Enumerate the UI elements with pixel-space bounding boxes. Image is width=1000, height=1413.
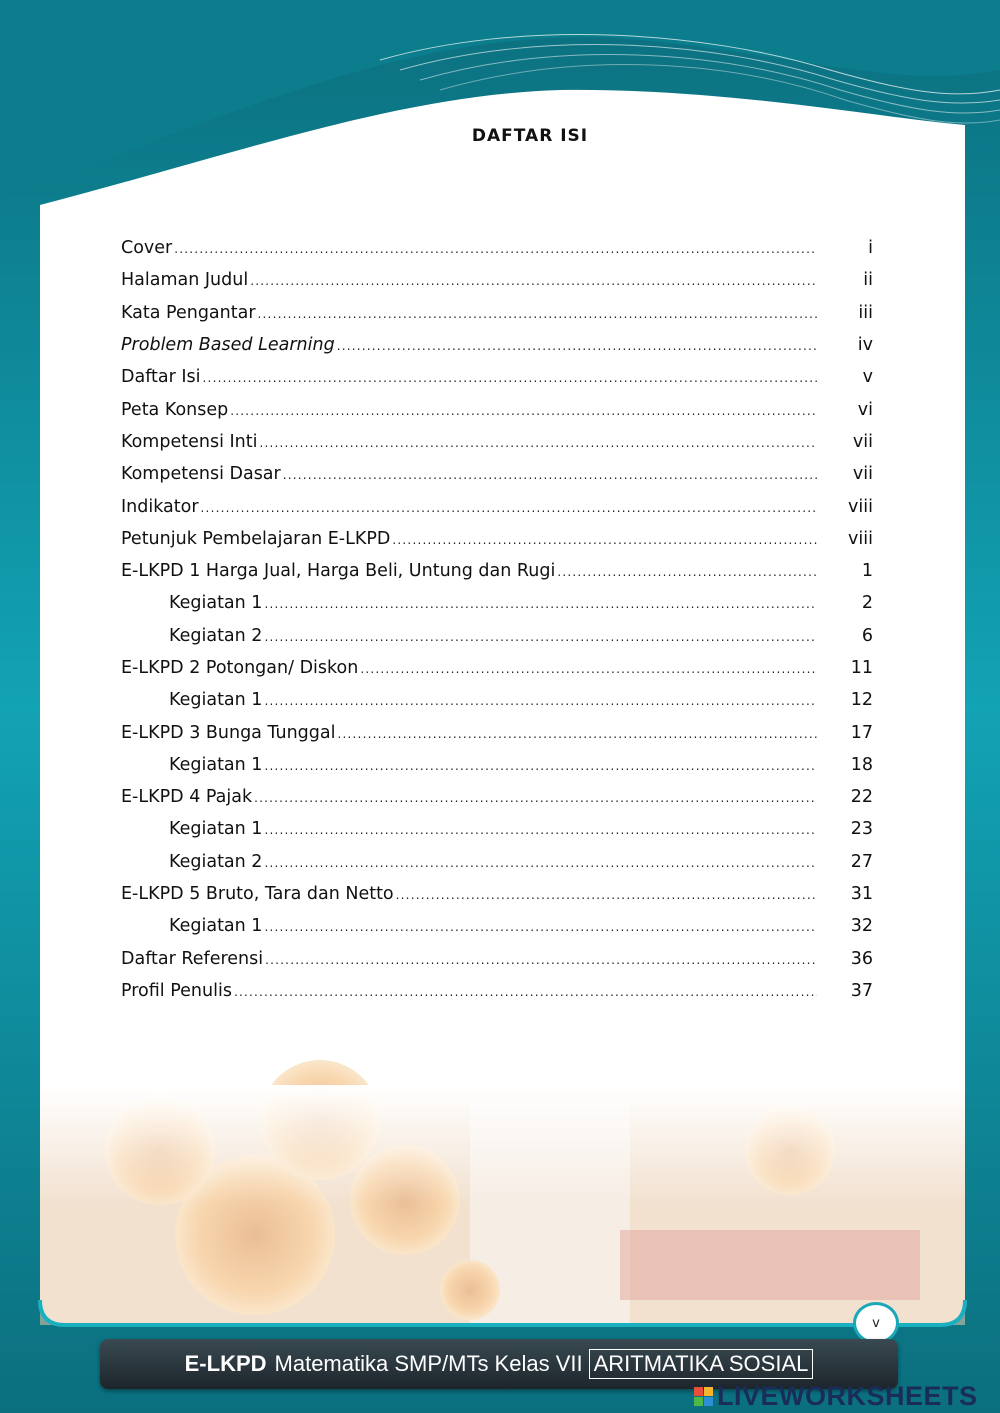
toc-page-number: 27 bbox=[850, 851, 873, 872]
toc-leader-dots bbox=[230, 404, 817, 418]
toc-entry-title bbox=[121, 335, 817, 355]
toc-entry bbox=[121, 555, 873, 587]
toc-entry bbox=[121, 943, 873, 975]
toc-entry-title bbox=[121, 432, 817, 452]
toc-entry bbox=[121, 975, 873, 1007]
toc-entry-title bbox=[121, 723, 817, 743]
footer-subtitle: Matematika SMP/MTs Kelas VII bbox=[274, 1351, 583, 1376]
page-number-badge bbox=[853, 1302, 899, 1344]
toc-entry bbox=[121, 393, 873, 425]
toc-entry-title bbox=[169, 916, 817, 936]
toc-entry bbox=[121, 749, 873, 781]
toc-entry bbox=[121, 523, 873, 555]
toc-leader-dots bbox=[259, 436, 817, 450]
toc-leader-dots bbox=[264, 597, 817, 611]
toc-entry bbox=[121, 684, 873, 716]
toc-entry-label: Cover bbox=[121, 238, 173, 259]
toc-entry-title bbox=[169, 755, 817, 775]
toc-entry-label: Kegiatan 1 bbox=[169, 754, 263, 775]
toc-entry bbox=[121, 361, 873, 393]
toc-entry bbox=[121, 652, 873, 684]
toc-entry bbox=[121, 264, 873, 296]
toc-entry-label: Kegiatan 1 bbox=[169, 690, 263, 711]
toc-page-number: viii bbox=[848, 528, 873, 549]
toc-page-number: i bbox=[868, 238, 873, 259]
toc-entry bbox=[121, 716, 873, 748]
toc-leader-dots bbox=[396, 888, 817, 902]
toc-page-number: ii bbox=[863, 270, 873, 291]
toc-leader-dots bbox=[201, 501, 817, 515]
toc-entry-title bbox=[121, 400, 817, 420]
toc-page-number: vii bbox=[852, 464, 873, 485]
toc-leader-dots bbox=[174, 242, 817, 256]
toc-entry-title bbox=[169, 593, 817, 613]
liveworksheets-watermark bbox=[694, 1379, 978, 1413]
liveworksheets-logo-icon bbox=[694, 1387, 713, 1406]
toc-entry bbox=[121, 781, 873, 813]
toc-page-number: 22 bbox=[850, 787, 873, 808]
toc-entry-title bbox=[121, 561, 817, 581]
toc-entry-label: E-LKPD 1 Harga Jual, Harga Beli, Untung dan Rugi bbox=[121, 561, 556, 582]
toc-entry-label: E-LKPD 4 Pajak bbox=[121, 787, 253, 808]
toc-page-number: iv bbox=[857, 335, 873, 356]
toc-entry-label: E-LKPD 3 Bunga Tunggal bbox=[121, 722, 336, 743]
toc-entry bbox=[121, 878, 873, 910]
toc-page-number: 18 bbox=[850, 754, 873, 775]
toc-entry bbox=[121, 910, 873, 942]
toc-entry-title bbox=[169, 626, 817, 646]
toc-entry-label: Daftar Referensi bbox=[121, 948, 264, 969]
toc-entry-label: Kegiatan 2 bbox=[169, 851, 263, 872]
toc-entry-title bbox=[121, 658, 817, 678]
toc-entry bbox=[121, 620, 873, 652]
toc-entry-title bbox=[169, 852, 817, 872]
toc-page-number: 11 bbox=[850, 658, 873, 678]
toc-entry-label: E-LKPD 5 Bruto, Tara dan Netto bbox=[121, 884, 394, 905]
toc-entry bbox=[121, 813, 873, 845]
toc-entry-label: Kompetensi Inti bbox=[121, 431, 258, 452]
toc-leader-dots bbox=[264, 694, 817, 708]
toc-entry-title bbox=[121, 497, 817, 517]
toc-leader-dots bbox=[234, 985, 817, 999]
toc-entry-title bbox=[121, 529, 817, 549]
toc-leader-dots bbox=[258, 307, 817, 321]
toc-leader-dots bbox=[264, 920, 817, 934]
toc-entry-label: Kompetensi Dasar bbox=[121, 464, 281, 485]
toc-leader-dots bbox=[264, 856, 817, 870]
toc-entry-label: Kata Pengantar bbox=[121, 302, 256, 323]
toc-entry bbox=[121, 846, 873, 878]
toc-entry bbox=[121, 458, 873, 490]
toc-page-number: viii bbox=[848, 496, 873, 517]
toc-leader-dots bbox=[392, 533, 817, 547]
toc-page-number: vii bbox=[852, 431, 873, 452]
toc-entry-title bbox=[121, 884, 817, 904]
toc-entry-label: Kegiatan 1 bbox=[169, 593, 263, 614]
toc-entry-title bbox=[121, 981, 817, 1001]
toc-leader-dots bbox=[265, 953, 817, 967]
toc-entry-title bbox=[121, 238, 817, 258]
toc-entry-label: E-LKPD 2 Potongan/ Diskon bbox=[121, 658, 359, 678]
toc-leader-dots bbox=[264, 759, 817, 773]
footer-topic: ARITMATIKA SOSIAL bbox=[589, 1349, 814, 1379]
toc-entry-label: Petunjuk Pembelajaran E-LKPD bbox=[121, 528, 391, 549]
toc-entry-title bbox=[121, 303, 817, 323]
toc-page-number: 23 bbox=[850, 819, 873, 840]
page-number: v bbox=[872, 1315, 880, 1331]
toc-entry-label: Kegiatan 1 bbox=[169, 819, 263, 840]
toc-page-number: iii bbox=[858, 302, 873, 323]
toc-entry bbox=[121, 426, 873, 458]
toc-page-number: 2 bbox=[861, 593, 873, 614]
toc-page-number: 12 bbox=[850, 690, 873, 711]
page-title: DAFTAR ISI bbox=[471, 126, 589, 146]
toc-page-number: 6 bbox=[861, 625, 873, 646]
toc-entry bbox=[121, 490, 873, 522]
toc-entry-label: Peta Konsep bbox=[121, 399, 229, 420]
toc-entry bbox=[121, 587, 873, 619]
toc-entry bbox=[121, 297, 873, 329]
toc-entry-title bbox=[121, 949, 817, 969]
toc-entry-title bbox=[121, 367, 817, 387]
toc-page-number: v bbox=[862, 367, 873, 388]
toc-leader-dots bbox=[264, 630, 817, 644]
toc-entry-label: Daftar Isi bbox=[121, 367, 201, 388]
toc-page-number: 32 bbox=[850, 916, 873, 937]
toc-entry-title bbox=[169, 819, 817, 839]
toc-leader-dots bbox=[203, 371, 817, 385]
toc-entry-title bbox=[169, 690, 817, 710]
footer-brand: E-LKPD bbox=[184, 1351, 267, 1376]
toc-leader-dots bbox=[360, 662, 817, 676]
toc-page-number: 17 bbox=[850, 722, 873, 743]
toc-entry-title bbox=[121, 787, 817, 807]
toc-page-number: 31 bbox=[850, 884, 873, 905]
toc-entry-label: Halaman Judul bbox=[121, 270, 249, 291]
toc-entry-label: Problem Based Learning bbox=[121, 335, 335, 356]
toc-leader-dots bbox=[250, 274, 817, 288]
toc-leader-dots bbox=[557, 565, 817, 579]
toc-entry-title bbox=[121, 464, 817, 484]
toc-entry-label: Kegiatan 2 bbox=[169, 625, 263, 646]
toc-page-number: vi bbox=[857, 399, 873, 420]
toc-page-number: 37 bbox=[850, 980, 873, 1001]
table-of-contents bbox=[121, 232, 873, 1007]
toc-entry bbox=[121, 329, 873, 361]
watermark-text: LIVEWORKSHEETS bbox=[717, 1380, 978, 1411]
toc-leader-dots bbox=[337, 339, 817, 353]
toc-page-number: 36 bbox=[850, 948, 873, 969]
toc-entry-title bbox=[121, 270, 817, 290]
toc-entry-label: Kegiatan 1 bbox=[169, 916, 263, 937]
toc-page-number: 1 bbox=[861, 561, 873, 582]
toc-leader-dots bbox=[254, 791, 817, 805]
toc-leader-dots bbox=[264, 823, 817, 837]
toc-entry-label: Indikator bbox=[121, 496, 199, 517]
toc-leader-dots bbox=[338, 727, 818, 741]
toc-leader-dots bbox=[283, 468, 817, 482]
toc-entry bbox=[121, 232, 873, 264]
toc-entry-label: Profil Penulis bbox=[121, 980, 232, 1001]
